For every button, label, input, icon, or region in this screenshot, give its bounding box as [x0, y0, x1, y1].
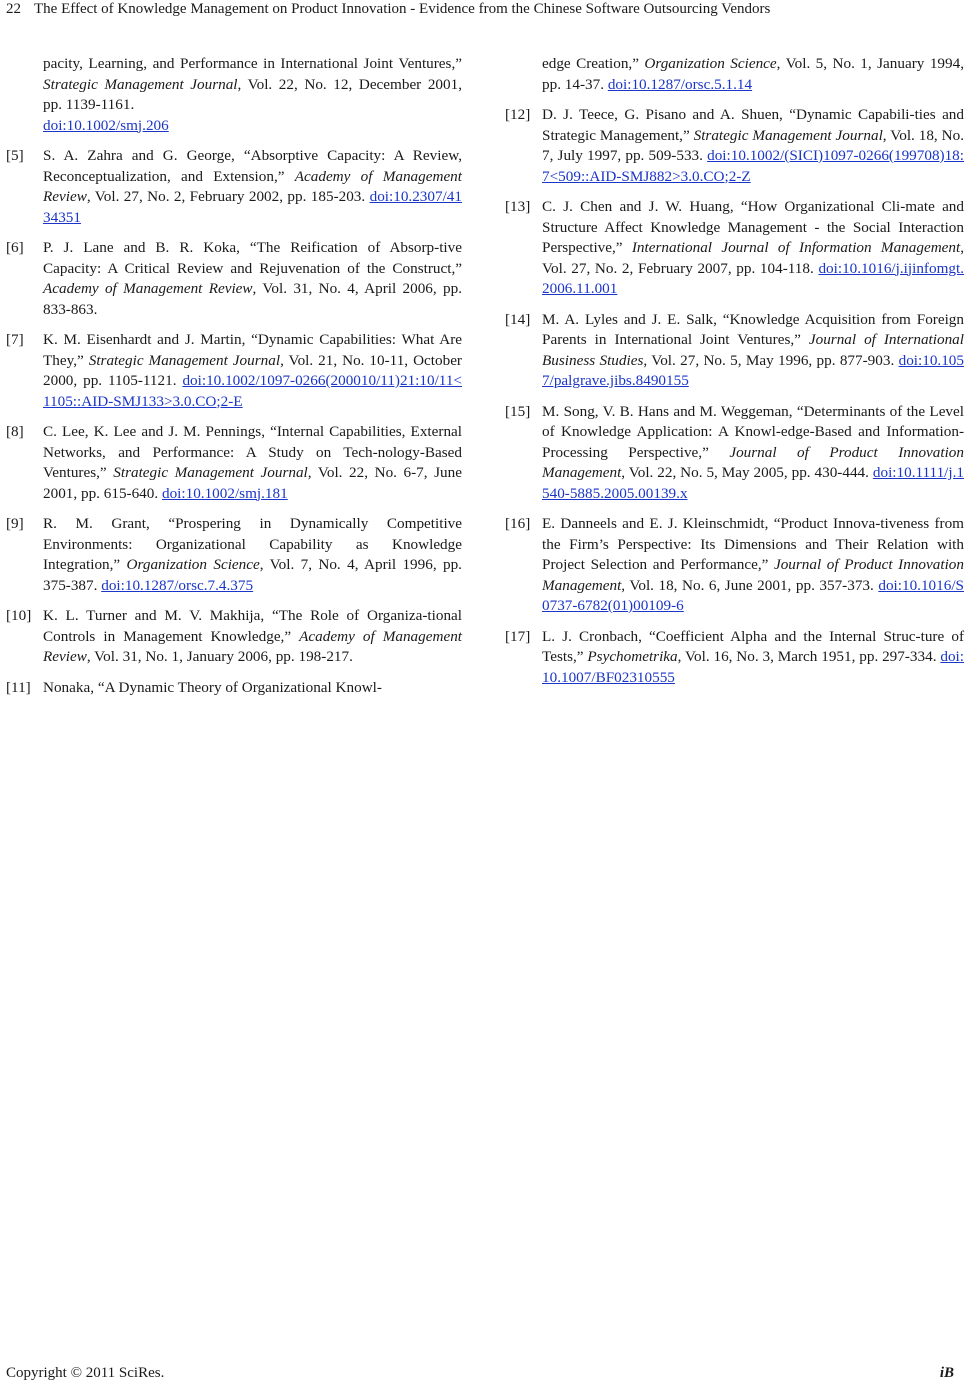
reference-details: , Vol. 7, No. 4, April 1996, pp. 375-387. [43, 556, 462, 594]
reference-item [505, 197, 964, 300]
reference-item [505, 402, 964, 505]
reference-text: K. L. Turner and M. V. Makhija, “The Role of Organiza-tional Controls in Management Knowledge,” [43, 607, 462, 645]
publisher-mark: iB [939, 1365, 954, 1381]
reference-item [6, 330, 462, 412]
reference-item [6, 422, 462, 504]
reference-details: , Vol. 18, No. 7, July 1997, pp. 509-533. [542, 126, 964, 164]
reference-number: [17] [505, 627, 531, 645]
reference-item [505, 105, 964, 187]
reference-text: S. A. Zahra and G. George, “Absorptive Capacity: A Review, Reconceptualization, and Extension,” [43, 147, 462, 185]
reference-details: , Vol. 16, No. 3, March 1951, pp. 297-334. [677, 648, 941, 665]
reference-details: , Vol. 22, No. 5, May 2005, pp. 430-444. [621, 464, 873, 481]
reference-text: C. Lee, K. Lee and J. M. Pennings, “Internal Capabilities, External Networks, and Performance: A Study on Tech-nology-Based Ventures,” [43, 423, 462, 481]
reference-item [6, 146, 462, 228]
doi-link[interactable]: doi:10.1287/orsc.5.1.14 [607, 75, 753, 93]
reference-details: , Vol. 27, No. 2, February 2007, pp. 104-118. [542, 239, 965, 277]
reference-number: [12] [505, 106, 531, 123]
reference-details: , Vol. 22, No. 12, December 2001, pp. 1139-1161. [43, 75, 462, 113]
reference-continuation [505, 54, 964, 95]
reference-details: , Vol. 22, No. 6-7, June 2001, pp. 615-640. [43, 464, 462, 502]
doi-link[interactable]: doi:10.1111/j.1540-5885.2005.00139.x [542, 464, 964, 502]
reference-details: , Vol. 5, No. 1, January 1994, pp. 14-37. [542, 55, 964, 93]
doi-link[interactable]: doi:10.1016/S0737-6782(01)00109-6 [542, 576, 964, 614]
reference-text: Nonaka, “A Dynamic Theory of Organizational Knowl- [43, 678, 382, 696]
doi-link[interactable]: doi:10.1287/orsc.7.4.375 [101, 576, 254, 594]
reference-number: [8] [6, 423, 24, 440]
reference-item [505, 310, 964, 392]
reference-journal: Journal of Product Innovation Management [542, 443, 964, 481]
reference-text: M. A. Lyles and J. E. Salk, “Knowledge Acquisition from Foreign Parents in International Joint Ventures,” [542, 310, 964, 348]
reference-text: K. M. Eisenhardt and J. Martin, “Dynamic Capabilities: What Are They,” [43, 331, 462, 369]
page-footer [6, 1364, 962, 1382]
reference-text: P. J. Lane and B. R. Koka, “The Reification of Absorp-tive Capacity: A Critical Review and Rejuvenation of the Construct,” [43, 239, 462, 277]
reference-list [505, 105, 964, 688]
reference-item [505, 514, 964, 617]
reference-journal: Organization Science [644, 55, 777, 72]
reference-details: , Vol. 31, No. 4, April 2006, pp. 833-863. [43, 280, 462, 318]
reference-number: [11] [6, 678, 31, 696]
doi-link[interactable]: doi:10.2307/4134351 [43, 188, 462, 226]
reference-number: [13] [505, 198, 531, 215]
reference-text: L. J. Cronbach, “Coefficient Alpha and the Internal Struc-ture of Tests,” [542, 627, 964, 665]
copyright-notice: Copyright © 2011 SciRes. [6, 1365, 165, 1381]
page-number: 22 [6, 1, 21, 17]
reference-number: [9] [6, 515, 24, 532]
reference-text: R. M. Grant, “Prospering in Dynamically Competitive Environments: Organizational Capability as Knowledge Integration,” [43, 515, 462, 573]
reference-continuation [6, 54, 462, 136]
reference-text: pacity, Learning, and Performance in International Joint Ventures,” [43, 55, 462, 72]
reference-text: D. J. Teece, G. Pisano and A. Shuen, “Dynamic Capabili-ties and Strategic Management,” [542, 106, 964, 144]
reference-item [6, 678, 462, 699]
doi-link[interactable]: doi:10.1007/BF02310555 [542, 648, 964, 686]
reference-journal: Strategic Management Journal [43, 75, 238, 93]
reference-number: [14] [505, 310, 531, 328]
reference-text: edge Creation,” [542, 55, 645, 72]
reference-number: [10] [6, 607, 32, 624]
reference-text: M. Song, V. B. Hans and M. Weggeman, “Determinants of the Level of Knowledge Application: A Knowl-edge-Based and Information-Processing Perspective,” [542, 402, 964, 461]
doi-link[interactable]: doi:10.1057/palgrave.jibs.8490155 [542, 351, 964, 389]
reference-number: [15] [505, 402, 531, 420]
reference-journal: Organization Science [126, 556, 260, 573]
reference-journal: Journal of International Business Studies [542, 331, 964, 369]
doi-link[interactable]: doi:10.1016/j.ijinfomgt.2006.11.001 [542, 259, 964, 297]
reference-number: [7] [6, 331, 24, 348]
reference-journal: Strategic Management Journal [693, 126, 883, 144]
reference-journal: Academy of Management Review [43, 280, 253, 297]
reference-item [6, 238, 462, 320]
reference-item [6, 606, 462, 668]
doi-link[interactable]: doi:10.1002/(SICI)1097-0266(199708)18:7<509::AID-SMJ882>3.0.CO;2-Z [542, 147, 964, 185]
reference-journal: Academy of Management Review [43, 167, 462, 205]
doi-link[interactable]: doi:10.1002/smj.181 [161, 484, 288, 502]
running-header [6, 0, 962, 22]
reference-details: , Vol. 27, No. 2, February 2002, pp. 185-203. [86, 188, 370, 205]
running-title: The Effect of Knowledge Management on Product Innovation - Evidence from the Chinese Software Outsourcing Vendors [34, 1, 771, 17]
reference-text: E. Danneels and E. J. Kleinschmidt, “Product Innova-tiveness from the Firm’s Perspective: Its Dimensions and Their Relation with Project Selection and Performance,” [542, 515, 964, 573]
reference-column-left [6, 54, 462, 708]
reference-journal: Journal of Product Innovation Management [542, 556, 964, 594]
reference-number: [5] [6, 147, 24, 164]
reference-details: , Vol. 31, No. 1, January 2006, pp. 198-217. [86, 648, 353, 665]
reference-number: [16] [505, 515, 531, 532]
doi-link[interactable]: doi:10.1002/smj.206 [43, 116, 169, 134]
reference-list [6, 146, 462, 698]
reference-journal: International Journal of Information Management [631, 239, 961, 256]
reference-journal: Strategic Management Journal [88, 351, 281, 369]
reference-number: [6] [6, 239, 24, 256]
reference-journal: Academy of Management Review [43, 627, 463, 665]
reference-text: C. J. Chen and J. W. Huang, “How Organizational Cli-mate and Structure Affect Knowledge Management - the Social Interaction Perspective,” [542, 198, 964, 256]
reference-journal: Strategic Management Journal [113, 464, 308, 481]
reference-details: , Vol. 18, No. 6, June 2001, pp. 357-373. [621, 576, 879, 594]
reference-column-right [505, 54, 964, 698]
reference-item [505, 627, 964, 689]
reference-journal: Psychometrika [587, 648, 678, 665]
reference-item [6, 514, 462, 596]
reference-details: , Vol. 21, No. 10-11, October 2000, pp. 1105-1121. [43, 351, 462, 389]
reference-details: , Vol. 27, No. 5, May 1996, pp. 877-903. [643, 351, 899, 369]
doi-link[interactable]: doi:10.1002/1097-0266(200010/11)21:10/11<1105::AID-SMJ133>3.0.CO;2-E [43, 372, 462, 410]
